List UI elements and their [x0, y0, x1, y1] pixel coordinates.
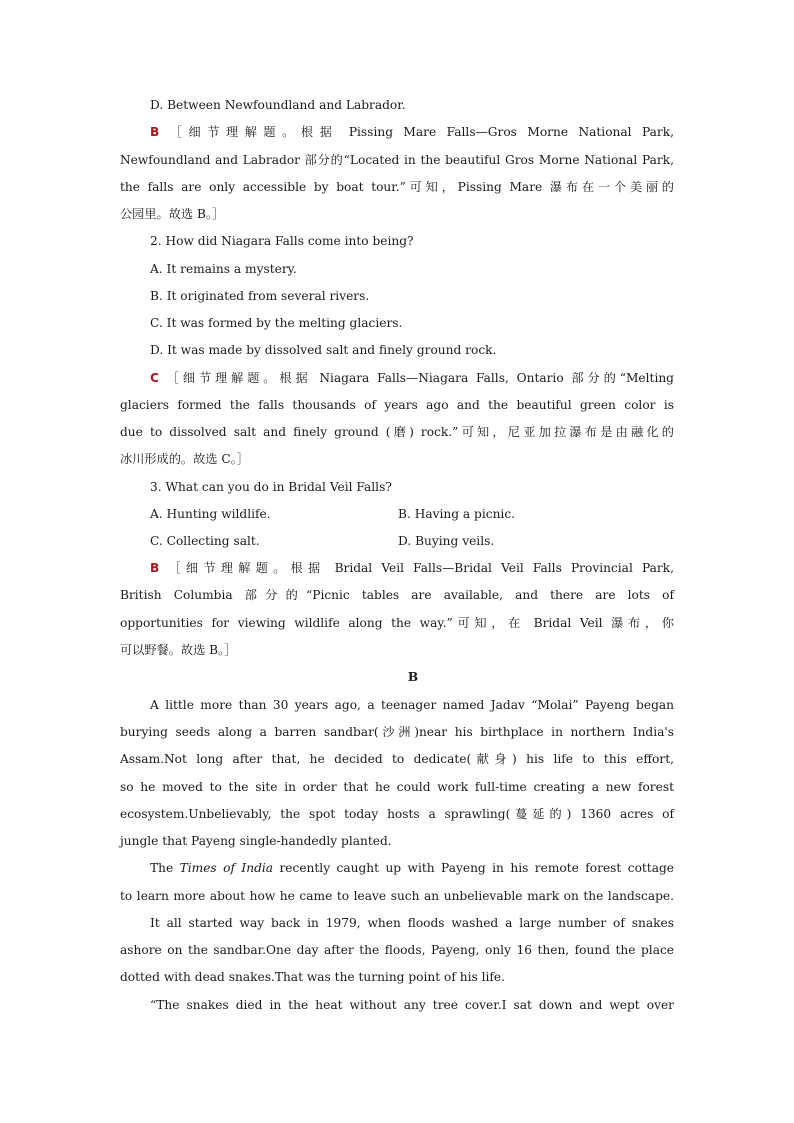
passage-p2-line-2: to learn more about how he came to leave such an unbelievable mark on the landscape. [120, 889, 674, 903]
q1-answer-letter: B [150, 125, 160, 139]
q1-option-d: D. Between Newfoundland and Labrador. [150, 98, 406, 112]
q1-explanation-line-3: the falls are only accessible by boat tour.”可知，Pissing Mare 瀑布在一个美丽的 [120, 180, 674, 194]
newspaper-title: Times of India [179, 861, 274, 875]
passage-p1-line-6: jungle that Payeng single-handedly planted. [120, 834, 392, 848]
q3-explanation-line-3: opportunities for viewing wildlife along the way.”可知，在 Bridal Veil 瀑布，你 [120, 616, 674, 630]
q3-answer-letter: B [150, 561, 160, 575]
q3-option-d: D. Buying veils. [398, 534, 495, 548]
q3-explanation-line-2: British Columbia 部分的“Picnic tables are available, and there are lots of [120, 588, 674, 602]
q3-options-row-2 [150, 533, 674, 549]
q2-explanation-line-1: C ［细节理解题。根据 Niagara Falls—Niagara Falls, Ontario 部分的“Melting [150, 371, 674, 385]
q3-option-c: C. Collecting salt. [150, 534, 260, 548]
passage-p1-line-4: so he moved to the site in order that he could work full-time creating a new forest [120, 780, 674, 794]
q3-question: 3. What can you do in Bridal Veil Falls? [150, 480, 392, 494]
q3-explanation-line-4: 可以野餐。故选 B。］ [120, 643, 237, 657]
q3-options-row-1 [150, 506, 674, 522]
passage-p3-line-3: dotted with dead snakes.That was the turning point of his life. [120, 970, 505, 984]
passage-p2-line-1: The Times of India recently caught up with Payeng in his remote forest cottage [150, 861, 674, 875]
passage-p1-line-5: ecosystem.Unbelievably, the spot today hosts a sprawling(蔓延的) 1360 acres of [120, 807, 674, 821]
passage-p1-line-2: burying seeds along a barren sandbar(沙洲)near his birthplace in northern India's [120, 725, 674, 739]
passage-p3-line-1: It all started way back in 1979, when floods washed a large number of snakes [150, 916, 674, 930]
q2-option-d: D. It was made by dissolved salt and finely ground rock. [150, 343, 497, 357]
q1-explanation-line-2: Newfoundland and Labrador 部分的“Located in the beautiful Gros Morne National Park, [120, 153, 674, 167]
q1-explanation-line-4: 公园里。故选 B。］ [120, 207, 225, 221]
passage-p3-line-2: ashore on the sandbar.One day after the floods, Payeng, only 16 then, found the place [120, 943, 674, 957]
q3-option-a: A. Hunting wildlife. [150, 507, 271, 521]
q2-explanation-line-4: 冰川形成的。故选 C。］ [120, 452, 249, 466]
passage-p1-line-1: A little more than 30 years ago, a teenager named Jadav “Molai” Payeng began [150, 698, 674, 712]
section-heading: B [407, 670, 419, 684]
q3-explanation-line-1: B ［细节理解题。根据 Bridal Veil Falls—Bridal Veil Falls Provincial Park, [150, 561, 674, 575]
passage-p1-line-3: Assam.Not long after that, he decided to dedicate(献身) his life to this effort, [120, 752, 674, 766]
passage-p4-line-1: “The snakes died in the heat without any tree cover.I sat down and wept over [150, 998, 674, 1012]
q2-explanation-line-2: glaciers formed the falls thousands of years ago and the beautiful green color is [120, 398, 674, 412]
q2-option-b: B. It originated from several rivers. [150, 289, 370, 303]
q2-option-a: A. It remains a mystery. [150, 262, 297, 276]
q2-explanation-line-3: due to dissolved salt and finely ground (磨) rock.”可知，尼亚加拉瀑布是由融化的 [120, 425, 674, 439]
q2-question: 2. How did Niagara Falls come into being? [150, 234, 414, 248]
q1-explanation-line-1: B ［细节理解题。根据 Pissing Mare Falls—Gros Morne National Park, [150, 125, 674, 139]
q2-option-c: C. It was formed by the melting glaciers. [150, 316, 403, 330]
q2-answer-letter: C [150, 371, 159, 385]
q3-option-b: B. Having a picnic. [398, 507, 516, 521]
